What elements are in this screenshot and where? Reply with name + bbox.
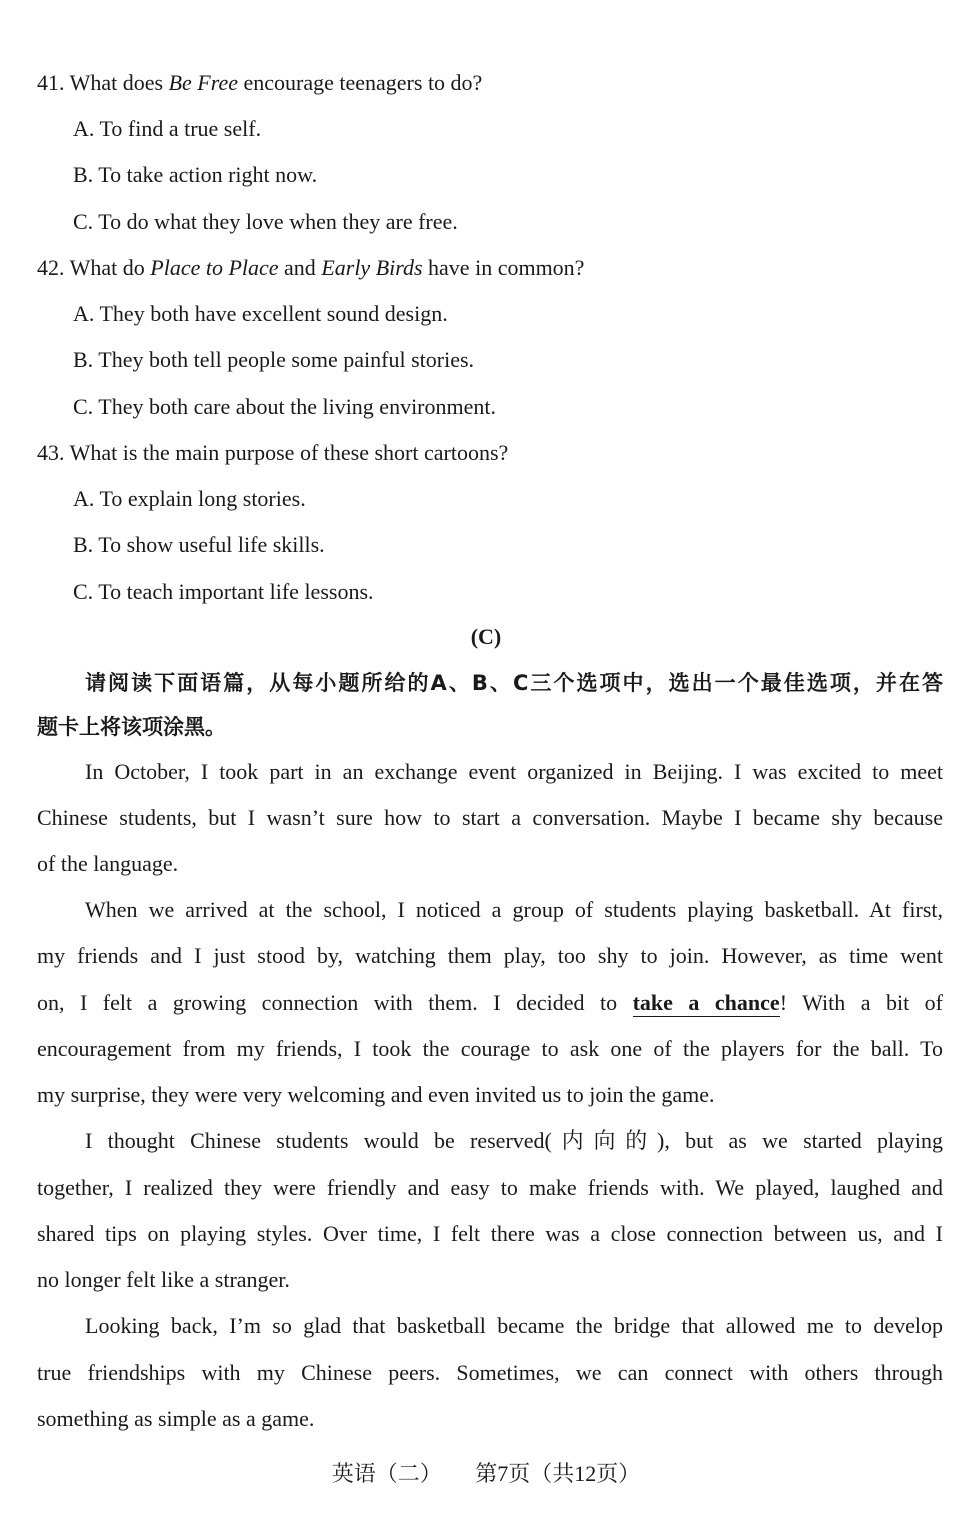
passage-line: true friendships with my Chinese peers. Sometimes, we can connect with others through (37, 1360, 943, 1385)
title-emphasis: Place to Place (150, 255, 279, 280)
passage-text: ! With a bit of (779, 990, 944, 1015)
passage-line: Looking back, I’m so glad that basketball became the bridge that allowed me to develop (85, 1313, 943, 1338)
question-stem: What is the main purpose of these short cartoons? (69, 440, 509, 465)
passage-line: shared tips on playing styles. Over time, I felt there was a close connection between us, and I (37, 1221, 943, 1246)
passage-line: my friends and I just stood by, watching them play, too shy to join. However, as time went (37, 943, 943, 968)
option-41-b: B. To take action right now. (73, 162, 318, 187)
option-42-b: B. They both tell people some painful stories. (73, 347, 475, 372)
question-stem: encourage teenagers to do? (238, 70, 483, 95)
section-instruction: 请阅读下面语篇，从每小题所给的A、B、C三个选项中，选出一个最佳选项，并在答 (85, 671, 943, 695)
passage-line: Chinese students, but I wasn’t sure how to start a conversation. Maybe I became shy because (37, 805, 943, 830)
option-41-c: C. To do what they love when they are free. (73, 209, 458, 234)
option-43-a: A. To explain long stories. (73, 486, 306, 511)
option-43-c: C. To teach important life lessons. (73, 579, 374, 604)
question-41 (37, 68, 482, 98)
question-42 (37, 253, 584, 283)
option-43-b: B. To show useful life skills. (73, 532, 325, 557)
question-43 (37, 438, 508, 468)
question-number: 43. (37, 440, 65, 465)
title-emphasis: Early Birds (321, 255, 423, 280)
passage-line (37, 988, 943, 1018)
passage-line: my surprise, they were very welcoming and even invited us to join the game. (37, 1082, 715, 1107)
question-stem: and (278, 255, 322, 280)
section-instruction: 题卡上将该项涂黑。 (37, 715, 226, 739)
passage-line: In October, I took part in an exchange event organized in Beijing. I was excited to meet (85, 759, 943, 784)
question-stem: have in common? (422, 255, 585, 280)
option-42-a: A. They both have excellent sound design. (73, 301, 448, 326)
option-42-c: C. They both care about the living environment. (73, 394, 496, 419)
question-stem: What does (69, 70, 169, 95)
option-41-a: A. To find a true self. (73, 116, 262, 141)
passage-line: together, I realized they were friendly and easy to make friends with. We played, laughed and (37, 1175, 943, 1200)
footer-page-number: 第7页（共12页） (475, 1461, 641, 1486)
question-number: 42. (37, 255, 65, 280)
passage-text: on, I felt a growing connection with them. I decided to (37, 990, 633, 1015)
page-footer (0, 1459, 972, 1489)
passage-line: no longer felt like a stranger. (37, 1267, 290, 1292)
passage-line: When we arrived at the school, I noticed a group of students playing basketball. At first, (85, 897, 943, 922)
passage-line: encouragement from my friends, I took the courage to ask one of the players for the ball. To (37, 1036, 943, 1061)
passage-line: something as simple as a game. (37, 1406, 315, 1431)
question-stem: What do (69, 255, 151, 280)
passage-line: of the language. (37, 851, 179, 876)
passage-line: I thought Chinese students would be reserved(内向的), but as we started playing (85, 1128, 943, 1153)
section-label: (C) (470, 624, 502, 649)
footer-subject: 英语（二） (331, 1461, 442, 1486)
title-emphasis: Be Free (168, 70, 238, 95)
underlined-phrase: take a chance (632, 990, 780, 1015)
question-number: 41. (37, 70, 65, 95)
